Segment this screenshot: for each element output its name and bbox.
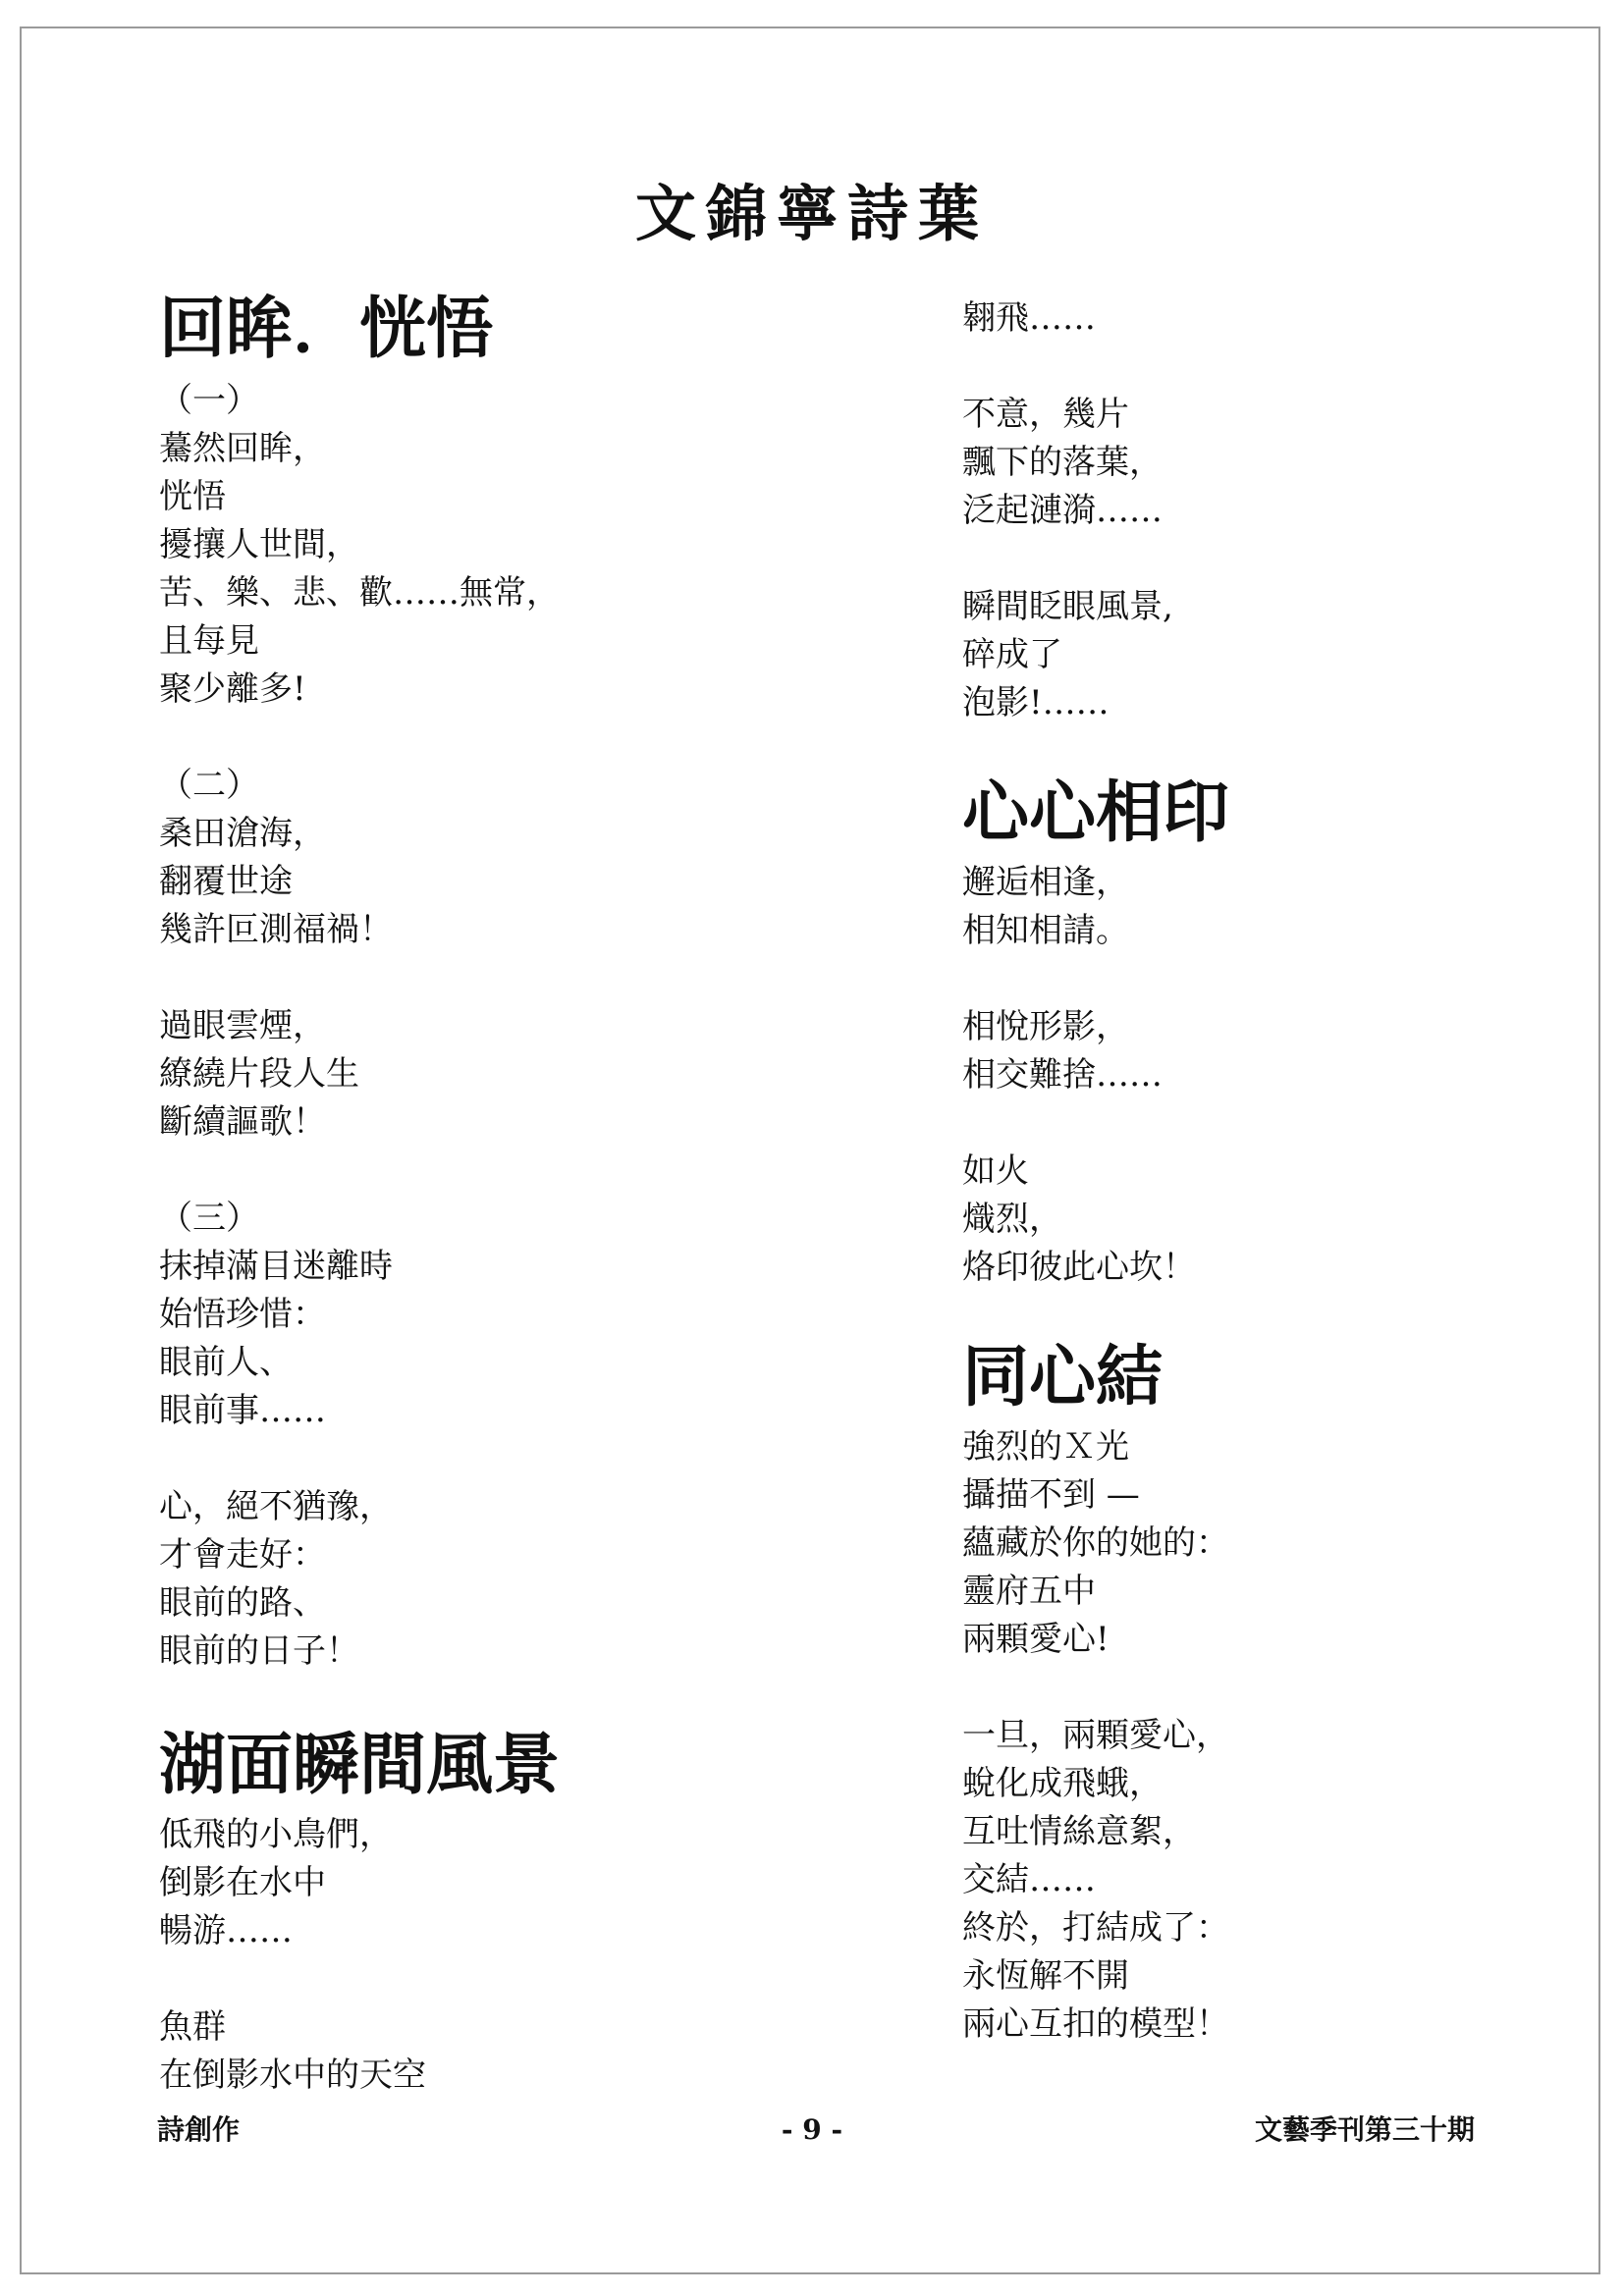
poem-line: 兩心互扣的模型！ bbox=[962, 2004, 1229, 2044]
poem-line: 蘊藏於你的她的： bbox=[962, 1523, 1229, 1563]
poem-line: 在倒影水中的天空 bbox=[159, 2056, 426, 2095]
poem-body-humian bbox=[159, 1811, 905, 2100]
poem-line: 且每見 bbox=[159, 621, 259, 661]
poem-line: 斷續謳歌！ bbox=[159, 1102, 326, 1142]
poem-line: 眼前事…… bbox=[159, 1391, 326, 1430]
poem-line: 交結…… bbox=[962, 1860, 1096, 1899]
poem-line: 強烈的Ｘ光 bbox=[962, 1427, 1129, 1467]
stanza-break bbox=[962, 535, 1571, 583]
poem-line: 永恆解不開 bbox=[962, 1956, 1129, 1996]
poem-line: 魚群 bbox=[159, 2007, 226, 2047]
poem-line: 碎成了 bbox=[962, 635, 1062, 674]
poem-line: 抹掉滿目迷離時 bbox=[159, 1247, 393, 1286]
poem-line: 倒影在水中 bbox=[159, 1863, 326, 1902]
poem-line: 熾烈， bbox=[962, 1200, 1062, 1239]
poem-line: （二） bbox=[159, 766, 259, 805]
poem-line: 靈府五中 bbox=[962, 1572, 1096, 1611]
footer-publication: 文藝季刊第三十期 bbox=[1254, 2113, 1475, 2146]
poem-line: （三） bbox=[159, 1199, 259, 1238]
poem-line: 過眼雲煙， bbox=[159, 1006, 326, 1045]
poem-body-huimou bbox=[159, 377, 905, 1676]
poem-line: 兩顆愛心! bbox=[962, 1620, 1110, 1659]
poem-line: 一旦，兩顆愛心， bbox=[962, 1716, 1229, 1755]
page-title: 文錦寧詩葉 bbox=[634, 178, 989, 249]
poem-line: 眼前的路、 bbox=[159, 1583, 326, 1623]
poem-line: 苦、樂、悲、歡……無常， bbox=[159, 573, 560, 613]
stanza-break bbox=[159, 714, 905, 762]
poem-line: 相悅形影， bbox=[962, 1007, 1129, 1046]
poem-line: 眼前人、 bbox=[159, 1343, 293, 1382]
poem-title-xinxin: 心心相印 bbox=[962, 774, 1230, 852]
stanza-break bbox=[962, 343, 1571, 391]
poem-line: 恍悟 bbox=[159, 477, 226, 516]
poem-line: 桑田滄海， bbox=[159, 814, 326, 853]
stanza-break bbox=[962, 955, 1571, 1003]
poem-title-tongxin: 同心結 bbox=[962, 1338, 1164, 1416]
stanza-break bbox=[159, 954, 905, 1002]
poem-line: 終於，打結成了： bbox=[962, 1908, 1229, 1948]
footer-section: 詩創作 bbox=[157, 2113, 241, 2146]
poem-line: 幾許叵測福禍！ bbox=[159, 910, 393, 949]
poem-line: 翻覆世途 bbox=[159, 862, 293, 901]
poem-line: 烙印彼此心坎！ bbox=[962, 1248, 1196, 1287]
poem-title-humian: 湖面瞬間風景 bbox=[159, 1726, 561, 1804]
poem-line: 眼前的日子！ bbox=[159, 1631, 359, 1671]
poem-line: 瞬間眨眼風景, bbox=[962, 587, 1173, 626]
poem-line: 聚少離多! bbox=[159, 669, 306, 709]
poem-line: （一） bbox=[159, 381, 259, 420]
poem-line: 相交難捨…… bbox=[962, 1055, 1163, 1095]
poem-line: 邂逅相逢， bbox=[962, 863, 1129, 902]
poem-line: 互吐情絲意絮， bbox=[962, 1812, 1196, 1851]
footer-page-number: - 9 - bbox=[781, 2113, 843, 2146]
poem-line: 蛻化成飛蛾， bbox=[962, 1764, 1163, 1803]
poem-line: 泡影!…… bbox=[962, 683, 1110, 722]
poem-line: 不意，幾片 bbox=[962, 395, 1129, 434]
poem-line: 驀然回眸， bbox=[159, 429, 326, 468]
poem-line: 低飛的小鳥們， bbox=[159, 1815, 393, 1854]
poem-line: 心，絕不猶豫， bbox=[159, 1487, 393, 1526]
stanza-break bbox=[962, 1099, 1571, 1148]
poem-title-huimou: 回眸．恍悟 bbox=[159, 290, 494, 368]
stanza-break bbox=[159, 1435, 905, 1483]
poem-line: 擾攘人世間， bbox=[159, 525, 359, 564]
poem-line: 相知相請。 bbox=[962, 911, 1129, 950]
poem-body-tongxin bbox=[962, 1423, 1571, 2049]
right-column bbox=[962, 294, 1571, 2049]
poem-line: 繚繞片段人生 bbox=[159, 1054, 359, 1094]
poem-line: 如火 bbox=[962, 1151, 1029, 1191]
stanza-break bbox=[159, 1147, 905, 1195]
poem-line: 飄下的落葉， bbox=[962, 443, 1163, 482]
poem-line: 翱飛…… bbox=[962, 298, 1096, 338]
stanza-break bbox=[962, 1664, 1571, 1712]
poem-body-xinxin bbox=[962, 859, 1571, 1292]
poem-line: 始悟珍惜： bbox=[159, 1295, 326, 1334]
poem-line: 暢游…… bbox=[159, 1911, 293, 1950]
poem-line: 才會走好： bbox=[159, 1535, 326, 1575]
left-column bbox=[159, 285, 905, 2100]
poem-line: 泛起漣漪…… bbox=[962, 491, 1163, 530]
poem-line: 攝描不到 — bbox=[962, 1475, 1140, 1515]
stanza-break bbox=[159, 1955, 905, 2003]
poem-body-humian-continued bbox=[962, 294, 1571, 727]
